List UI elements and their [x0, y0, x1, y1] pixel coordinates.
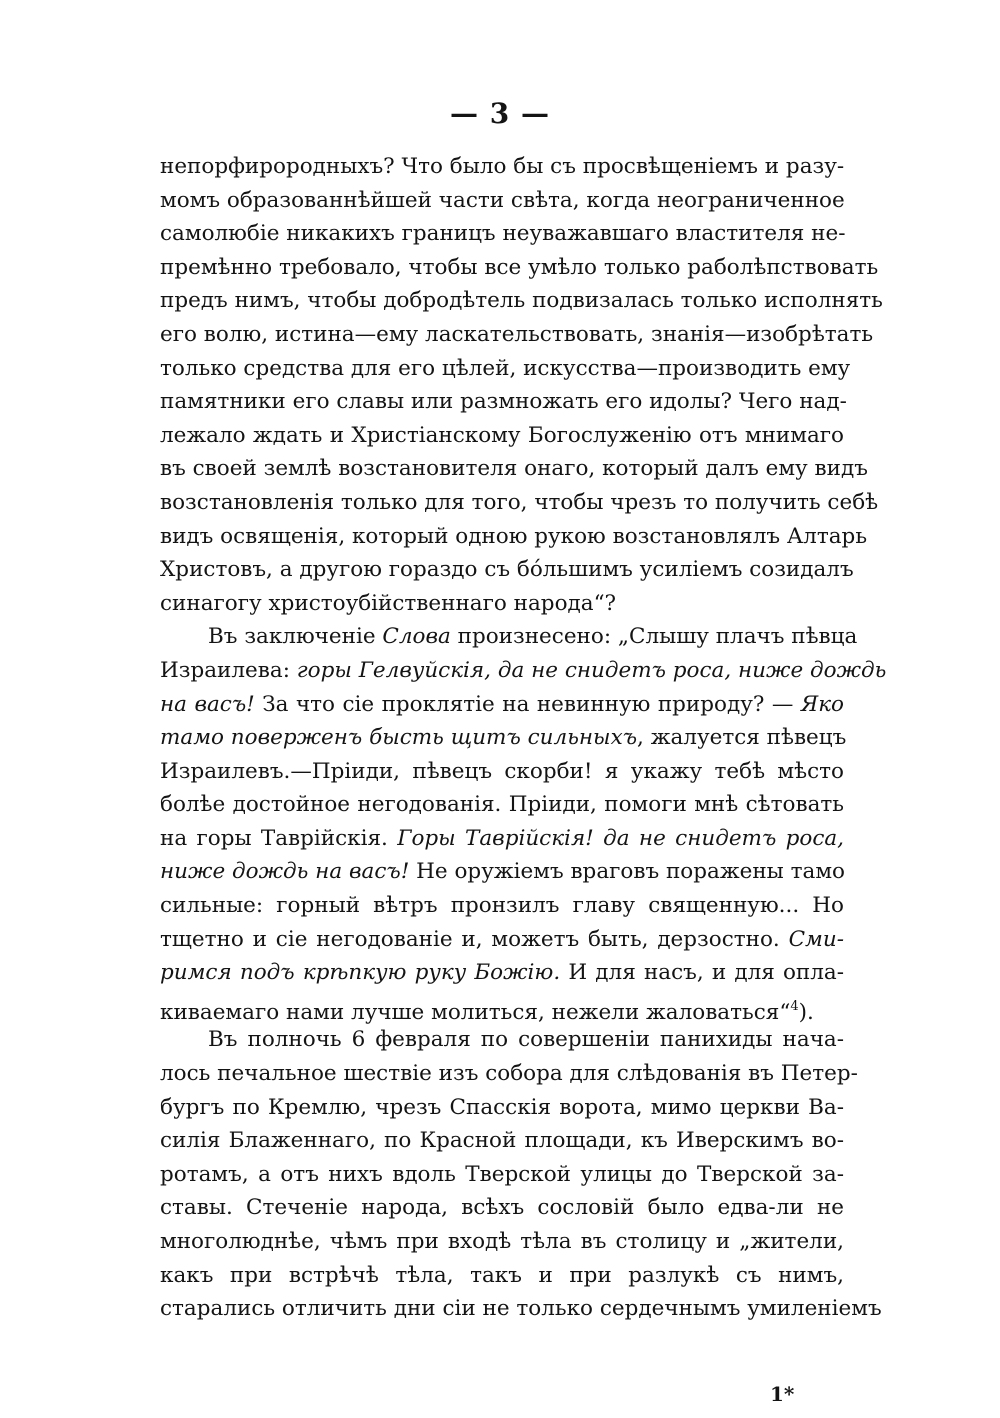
italic-run: Сми- [788, 926, 844, 952]
text-line: премѣнно требовало, чтобы все умѣло только раболѣпствовать [160, 254, 879, 280]
text-line [160, 620, 858, 654]
text-line: Христовъ, а другою гораздо съ бóльшимъ усиліемъ созидалъ [160, 557, 854, 583]
italic-run: на васъ! [160, 691, 255, 717]
text-line: Израилевъ.—Пріиди, пѣвецъ скорби! я укажу тебѣ мѣсто [160, 758, 844, 784]
text-line: момъ образованнѣйшей части свѣта, когда неограниченное [160, 187, 845, 213]
text-line: непорфирородныхъ? Что было бы съ просвѣщеніемъ и разу- [160, 154, 845, 179]
text-line [160, 956, 844, 990]
text-line: силія Блаженнаго, по Красной площади, къ Иверскимъ во- [160, 1128, 844, 1154]
text-run: Въ заключеніе [208, 624, 383, 650]
text-run: киваемаго нами лучше молиться, нежели жаловаться“ [160, 999, 791, 1025]
text-line [160, 855, 844, 889]
body-text [160, 150, 887, 1326]
text-line: синагогу христоубійственнаго народа“? [160, 590, 617, 616]
text-line: возстановленія только для того, чтобы чрезъ то получить себѣ [160, 489, 879, 515]
text-line [160, 990, 844, 1024]
text-line [160, 721, 847, 755]
text-line: многолюднѣе, чѣмъ при входѣ тѣла въ столицу и „жители, [160, 1229, 844, 1254]
text-line: въ своей землѣ возстановителя онаго, который далъ ему видъ [160, 456, 868, 482]
text-line: предъ нимъ, чтобы добродѣтель подвизалась только исполнять [160, 288, 883, 314]
text-line: сильные: горный вѣтръ пронзилъ главу священную... Но [160, 893, 844, 919]
text-line: старались отличить дни сіи не только сердечнымъ умиленіемъ [160, 1296, 882, 1322]
italic-run: ниже дождь на васъ! [160, 859, 410, 885]
text-line: памятники его славы или размножать его идолы? Чего над- [160, 389, 847, 415]
text-line: лежало ждать и Христіанскому Богослуженію отъ мнимаго [160, 422, 844, 448]
text-line: его волю, истина—ему ласкательствовать, знанія—изобрѣтать [160, 321, 874, 347]
text-line: ставы. Стеченіе народа, всѣхъ сословій было едва-ли не [160, 1195, 844, 1221]
text-line [160, 923, 844, 957]
italic-run: тамо поверженъ бысть щитъ сильныхъ [160, 725, 638, 751]
text-line: только средства для его цѣлей, искусства—производить ему [160, 355, 851, 381]
text-run: За что сіе проклятіе на невинную природу? — [254, 691, 801, 717]
text-run: произнесено: „Слышу плачъ пѣвца [450, 624, 858, 650]
italic-run: Яко [800, 691, 844, 717]
text-line: бургъ по Кремлю, чрезъ Спасскія ворота, мимо церкви Ва- [160, 1094, 844, 1120]
text-run: , жалуется пѣвецъ [637, 725, 847, 751]
footnote-marker[interactable]: 4 [790, 998, 799, 1014]
text-line [160, 654, 887, 688]
text-line: лось печальное шествіе изъ собора для слѣдованія въ Петер- [160, 1061, 858, 1087]
text-run: Не оружіемъ враговъ поражены тамо [409, 859, 845, 885]
text-line: какъ при встрѣчѣ тѣла, такъ и при разлукѣ съ нимъ, [160, 1262, 844, 1288]
printer-signature-mark: 1* [770, 1382, 795, 1406]
text-line: Въ полночь 6 февраля по совершеніи панихиды нача- [208, 1027, 844, 1053]
italic-run: Горы Таврійскія! да не снидетъ роса, [397, 825, 845, 851]
page-number: — 3 — [450, 97, 550, 130]
italic-run: Слова [382, 624, 451, 650]
italic-run: горы Гелвуйскія, да не снидетъ роса, ниже дождь [296, 657, 887, 683]
text-line: болѣе достойное негодованія. Пріиди, помоги мнѣ сѣтовать [160, 792, 844, 818]
text-line [160, 688, 844, 722]
text-line: ротамъ, а отъ нихъ вдоль Тверской улицы до Тверской за- [160, 1161, 844, 1187]
italic-run: римся подъ крѣпкую руку Божію. [160, 960, 561, 986]
text-line: самолюбіе никакихъ границъ неуважавшаго властителя не- [160, 221, 846, 247]
text-line [160, 822, 844, 856]
text-run: ). [798, 999, 814, 1025]
text-line: видъ освященія, который одною рукою возстановлялъ Алтарь [160, 523, 868, 549]
text-run: И для насъ, и для опла- [560, 960, 844, 986]
text-run: Израилева: [160, 657, 297, 683]
text-run: тщетно и сіе негодованіе и, можетъ быть, дерзостно. [160, 926, 789, 952]
text-run: на горы Таврійскія. [160, 825, 398, 851]
